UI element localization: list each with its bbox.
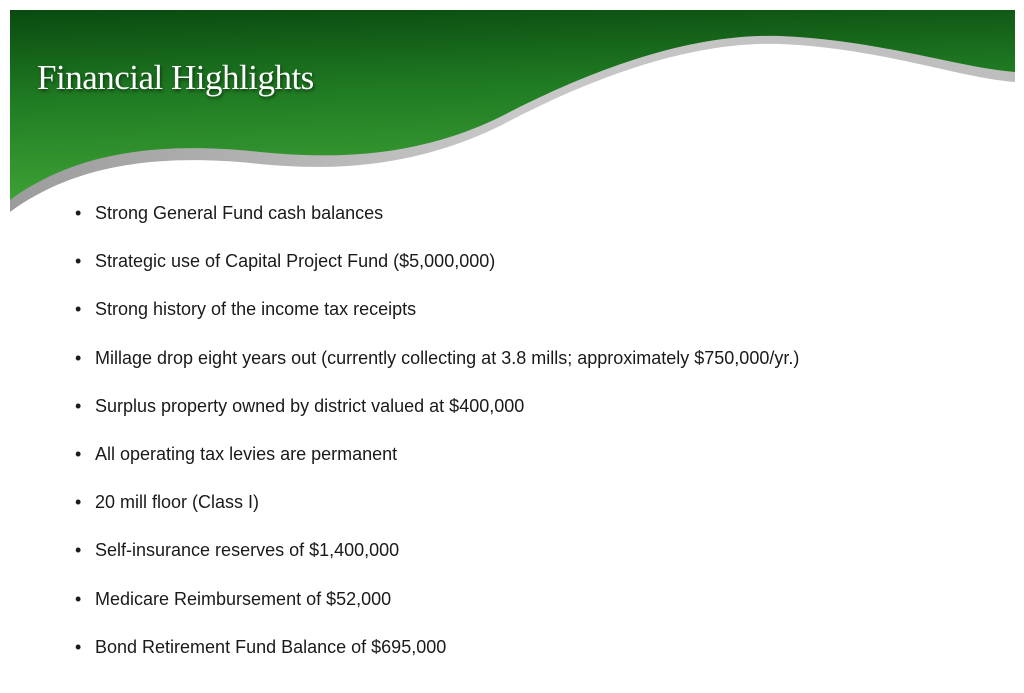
bullet-item	[75, 246, 995, 294]
bullet-item	[75, 343, 995, 391]
bullet-item	[75, 632, 995, 680]
bullet-text: Strong history of the income tax receipts	[95, 299, 417, 320]
bullet-text: Self-insurance reserves of $1,400,000	[95, 540, 400, 561]
bullet-text: All operating tax levies are permanent	[95, 443, 398, 464]
header-wave-banner	[0, 0, 1024, 215]
bullet-item	[75, 391, 995, 439]
header-green-wave	[10, 10, 1015, 200]
bullet-dot: •	[75, 203, 82, 223]
bullet-item	[75, 535, 995, 583]
bullet-item	[75, 294, 995, 342]
bullet-item	[75, 439, 995, 487]
bullet-text: Millage drop eight years out (currently collecting at 3.8 mills; approximately $750,000/yr.)	[95, 347, 800, 368]
bullet-dot: •	[75, 636, 82, 657]
bullet-dot: •	[75, 251, 82, 272]
slide-title: Financial Highlights	[37, 58, 314, 97]
bullet-text: Medicare Reimbursement of $52,000	[95, 588, 392, 609]
bullet-item	[75, 198, 995, 246]
bullet-dot: •	[75, 347, 82, 368]
bullet-item	[75, 584, 995, 632]
bullet-dot: •	[75, 443, 82, 464]
bullet-dot: •	[75, 395, 82, 416]
bullet-item	[75, 487, 995, 535]
bullet-dot: •	[75, 540, 82, 561]
bullet-dot: •	[75, 588, 82, 609]
bullet-text: 20 mill floor (Class I)	[95, 492, 260, 513]
bullet-text: Strategic use of Capital Project Fund ($5,000,000)	[95, 251, 496, 272]
bullet-text: Surplus property owned by district valued at $400,000	[95, 395, 525, 416]
bullet-text: Strong General Fund cash balances	[95, 203, 384, 223]
bullet-dot: •	[75, 299, 82, 320]
bullet-text: Bond Retirement Fund Balance of $695,000	[95, 636, 447, 657]
bullet-list	[75, 198, 995, 680]
bullet-dot: •	[75, 492, 82, 513]
